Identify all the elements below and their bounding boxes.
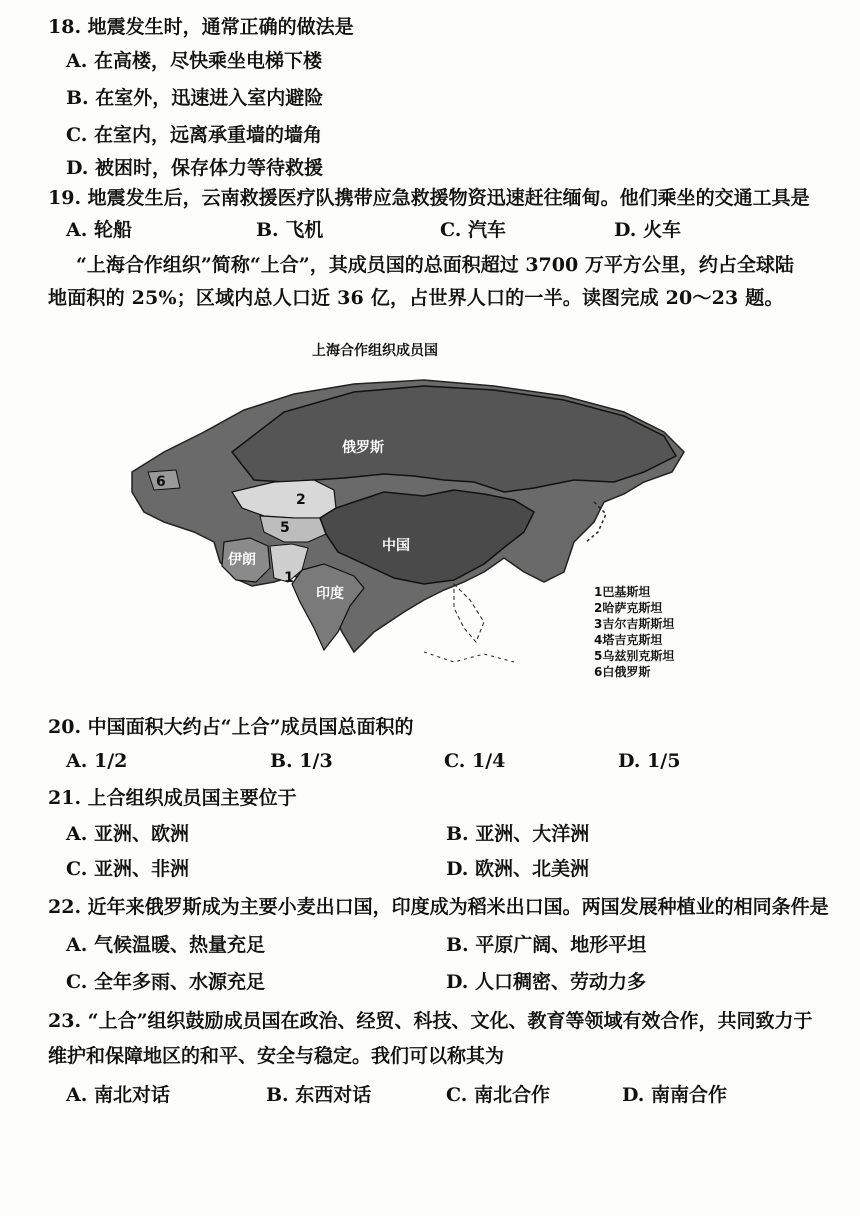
question-22-stem: 22. 近年来俄罗斯成为主要小麦出口国，印度成为稻米出口国。两国发展种植业的相同条件是	[48, 896, 829, 918]
question-18-option-a: A. 在高楼，尽快乘坐电梯下楼	[66, 50, 322, 72]
question-23-stem-line-1: 23. “上合”组织鼓励成员国在政治、经贸、科技、文化、教育等领域有效合作，共同致力于	[48, 1010, 813, 1032]
passage-line-1: “上海合作组织”简称“上合”，其成员国的总面积超过 3700 万平方公里，约占全球陆	[76, 254, 794, 276]
map-label-6: 6	[156, 474, 166, 490]
question-22-option-b: B. 平原广阔、地形平坦	[446, 934, 647, 956]
question-19-stem: 19. 地震发生后，云南救援医疗队携带应急救援物资迅速赶往缅甸。他们乘坐的交通工具是	[48, 187, 810, 209]
legend-item-3: 3吉尔吉斯斯坦	[594, 617, 675, 631]
question-18-option-c: C. 在室内，远离承重墙的墙角	[66, 124, 323, 146]
question-19-option-c: C. 汽车	[440, 219, 507, 241]
southeast-asia-outline	[454, 584, 484, 642]
question-20-option-c: C. 1/4	[444, 750, 506, 772]
legend-item-2: 2哈萨克斯坦	[594, 601, 663, 615]
question-18-option-b: B. 在室外，迅速进入室内避险	[66, 87, 324, 109]
passage-line-2: 地面积的 25%；区域内总人口近 36 亿，占世界人口的一半。读图完成 20～23 题。	[48, 287, 784, 309]
question-19-option-b: B. 飞机	[256, 219, 324, 241]
question-20-option-a: A. 1/2	[66, 750, 128, 772]
map-legend	[594, 584, 674, 680]
question-22-option-a: A. 气候温暖、热量充足	[66, 934, 265, 956]
question-18-stem: 18. 地震发生时，通常正确的做法是	[48, 16, 354, 38]
map-label-russia: 俄罗斯	[342, 440, 384, 456]
question-23-stem-line-2: 维护和保障地区的和平、安全与稳定。我们可以称其为	[48, 1045, 505, 1067]
question-21-stem: 21. 上合组织成员国主要位于	[48, 787, 297, 809]
legend-item-1: 1巴基斯坦	[594, 585, 651, 599]
question-18-option-d: D. 被困时，保存体力等待救援	[66, 157, 324, 179]
map-label-india: 印度	[316, 586, 344, 602]
question-23-option-c: C. 南北合作	[446, 1084, 551, 1106]
question-21-option-c: C. 亚洲、非洲	[66, 858, 190, 880]
question-20-option-b: B. 1/3	[270, 750, 333, 772]
question-21-option-b: B. 亚洲、大洋洲	[446, 823, 590, 845]
map-title: 上海合作组织成员国	[312, 343, 438, 359]
legend-item-6: 6白俄罗斯	[594, 665, 651, 679]
sco-map-figure	[124, 332, 704, 684]
question-23-option-b: B. 东西对话	[266, 1084, 372, 1106]
indonesia-outline	[424, 652, 514, 662]
legend-item-5: 5乌兹别克斯坦	[594, 649, 675, 663]
legend-item-4: 4塔吉克斯坦	[594, 633, 663, 647]
question-20-option-d: D. 1/5	[618, 750, 681, 772]
question-19-option-a: A. 轮船	[66, 219, 132, 241]
map-label-2: 2	[296, 492, 306, 508]
map-label-iran: 伊朗	[228, 552, 256, 568]
map-label-5: 5	[280, 520, 290, 536]
question-21-option-d: D. 欧洲、北美洲	[446, 858, 590, 880]
question-22-option-d: D. 人口稠密、劳动力多	[446, 971, 647, 993]
map-label-1: 1	[284, 570, 294, 586]
map-label-china: 中国	[382, 538, 410, 554]
question-20-stem: 20. 中国面积大约占“上合”成员国总面积的	[48, 716, 414, 738]
question-22-option-c: C. 全年多雨、水源充足	[66, 971, 266, 993]
question-23-option-a: A. 南北对话	[66, 1084, 170, 1106]
question-21-option-a: A. 亚洲、欧洲	[66, 823, 189, 845]
question-23-option-d: D. 南南合作	[622, 1084, 728, 1106]
question-19-option-d: D. 火车	[614, 219, 682, 241]
